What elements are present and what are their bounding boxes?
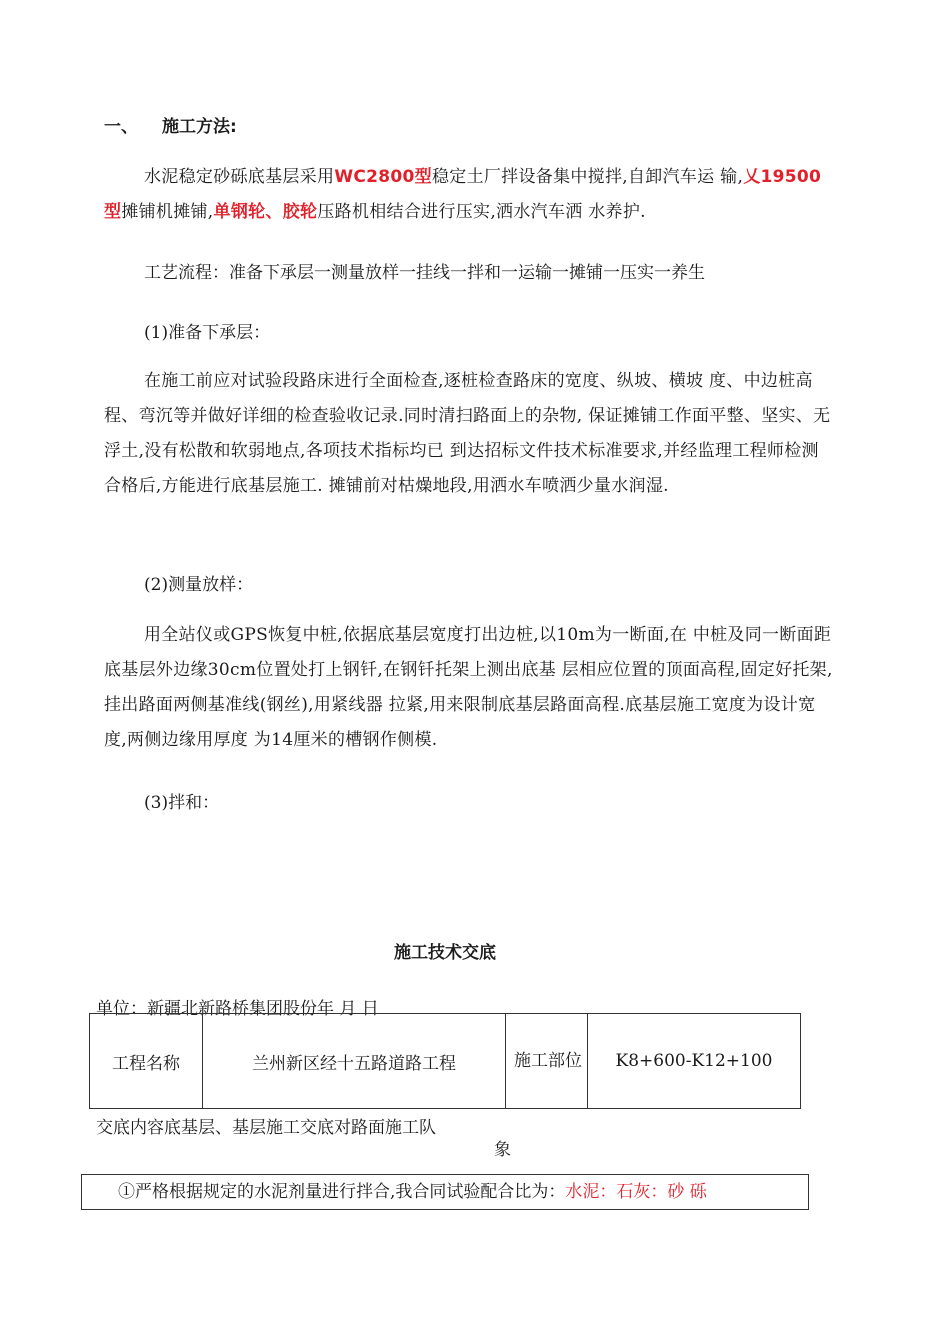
method-equipment-1: WC2800型: [334, 167, 432, 187]
handover-content-line: 交底内容底基层、基层施工交底对路面施工队: [96, 1118, 436, 1138]
method-text-e: 摊铺机摊铺,: [121, 202, 214, 222]
handover-content-line2: 象: [494, 1140, 511, 1160]
method-equipment-2: 乂19500型: [104, 167, 822, 222]
mix-ratio-text: ①严格根据规定的水泥剂量进行拌合,我合同试验配合比为：: [118, 1182, 566, 1202]
project-name-label: 工程名称: [90, 1014, 203, 1109]
unit-line: 单位：新疆北新路桥集团股份年 月 日: [96, 999, 379, 1019]
section-title: 施工方法:: [162, 117, 237, 137]
project-info-table: [89, 1013, 801, 1109]
method-text-a: 水泥稳定砂砾底基层采用: [144, 167, 335, 187]
mix-ratio-box: [81, 1174, 809, 1210]
construction-part-label: 施工部位: [506, 1014, 588, 1109]
step2-title: (2)测量放样：: [144, 575, 254, 595]
section-heading: [104, 112, 237, 137]
process-flow: 工艺流程：准备下承层一测量放样一挂线一拌和一运输一摊铺一压实一养生: [144, 263, 705, 283]
method-text-g: 压路机相结合进行压实,洒水汽车洒 水养护.: [317, 202, 646, 222]
project-name-value: 兰州新区经十五路道路工程: [203, 1014, 506, 1109]
table-row: [90, 1014, 801, 1109]
handover-title: 施工技术交底: [394, 943, 496, 963]
section-number: 一、: [104, 117, 138, 137]
step1-body: 在施工前应对试验段路床进行全面检查,逐桩检查路床的宽度、纵坡、横坡 度、中边桩高程、弯沉等并做好详细的检查验收记录.同时清扫路面上的杂物, 保证摊铺工作面平整、坚实、无浮土,没有松散和软弱地点,各项技术指标均已 到达招标文件技术标准要求,并经监理工程师检测合格后,方能进行底基层施工. 摊铺前对枯燥地段,用洒水车喷洒少量水润湿.: [104, 371, 831, 496]
step2-body: 用全站仪或GPS恢复中桩,依据底基层宽度打出边桩,以10m为一断面,在 中桩及同一断面距底基层外边缘30cm位置处打上钢钎,在钢钎托架上测出底基 层相应位置的顶面高程,固定好托架,挂出路面两侧基准线(钢丝),用紧线器 拉紧,用来限制底基层路面高程.底基层施工宽度为设计宽度,两侧边缘用厚度 为14厘米的槽钢作侧模.: [104, 625, 833, 750]
method-equipment-3: 单钢轮、胶轮: [213, 202, 318, 222]
step1-title: (1)准备下承层：: [144, 323, 271, 343]
method-text-c: 稳定土厂拌设备集中搅拌,自卸汽车运 输,: [431, 167, 744, 187]
step3-title: (3)拌和：: [144, 793, 220, 813]
construction-part-value: K8+600-K12+100: [588, 1014, 801, 1109]
mix-ratio-red-text: 水泥：石灰：砂 砾: [565, 1182, 707, 1202]
method-paragraph: [104, 160, 834, 230]
